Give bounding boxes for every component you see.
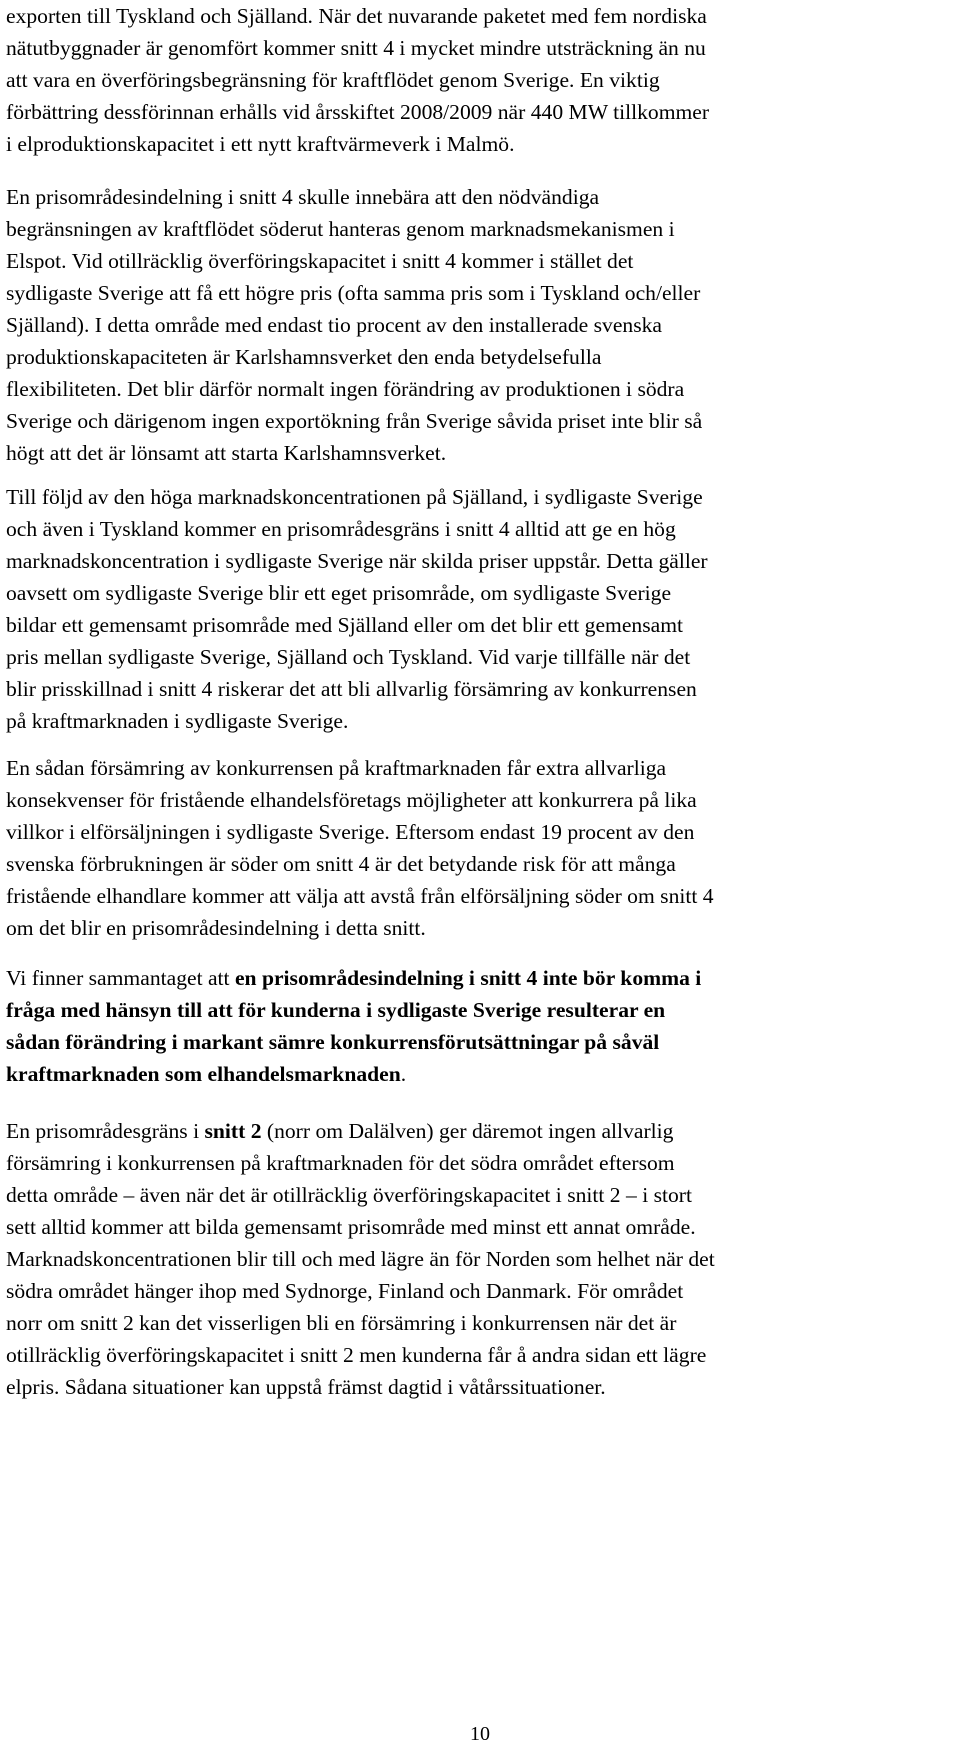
paragraph-text (6, 962, 954, 1090)
paragraph-price-area-snitt-4 (6, 181, 954, 469)
paragraph-export-context (6, 0, 954, 160)
paragraph-bold-text: snitt 2 (204, 1119, 262, 1143)
paragraph-competition-consequences (6, 752, 954, 944)
paragraph-tail-text: (norr om Dalälven) ger däremot ingen allvarlig försämring i konkurrensen på kraftmarknaden för det södra området eftersom detta område – även när det är otillräcklig överföringskapacitet i snitt 2 – i stort sett alltid kommer att bilda gemensamt prisområde med minst ett annat område. Marknadskoncentrationen blir till och med lägre än för Norden som helhet när det södra området hänger ihop med Sydnorge, Finland och Danmark. För området norr om snitt 2 kan det visserligen bli en försämring i konkurrensen när det är otillräcklig överföringskapacitet i snitt 2 men kunderna får å andra sidan ett lägre elpris. Sådana situationer kan uppstå främst dagtid i våtårssituationer. (6, 1119, 715, 1399)
paragraph-text: Till följd av den höga marknadskoncentrationen på Själland, i sydligaste Sverige och även i Tyskland kommer en prisområdesgräns i snitt 4 alltid att ge en hög marknadskoncentration i sydligaste Sverige när skilda priser uppstår. Detta gäller oavsett om sydligaste Sverige blir ett eget prisområde, om sydligaste Sverige bildar ett gemensamt prisområde med Själland eller om det blir ett gemensamt pris mellan sydligaste Sverige, Själland och Tyskland. Vid varje tillfälle när det blir prisskillnad i snitt 4 riskerar det att bli allvarlig försämring av konkurrensen på kraftmarknaden i sydligaste Sverige. (6, 485, 708, 733)
paragraph-snitt-2 (6, 1115, 954, 1403)
paragraph-tail-text: . (400, 1062, 407, 1086)
paragraph-market-concentration (6, 481, 954, 737)
paragraph-text: En sådan försämring av konkurrensen på kraftmarknaden får extra allvarliga konsekvenser för fristående elhandelsföretags möjligheter att konkurrera på lika villkor i elförsäljningen i sydligaste Sverige. Eftersom endast 19 procent av den svenska förbrukningen är söder om snitt 4 är det betydande risk för att många fristående elhandlare kommer att välja att avstå från elförsäljning söder om snitt 4 om det blir en prisområdesindelning i detta snitt. (6, 756, 714, 940)
paragraph-lead-text: En prisområdesgräns i (6, 1119, 205, 1143)
paragraph-conclusion (6, 962, 954, 1090)
paragraph-text: En prisområdesindelning i snitt 4 skulle innebära att den nödvändiga begränsningen av kraftflödet söderut hanteras genom marknadsmekanismen i Elspot. Vid otillräcklig överföringskapacitet i snitt 4 kommer i stället det sydligaste Sverige att få ett högre pris (ofta samma pris som i Tyskland och/eller Själland). I detta område med endast tio procent av den installerade svenska produktionskapaciteten är Karlshamnsverket den enda betydelsefulla flexibiliteten. Det blir därför normalt ingen förändring av produktionen i södra Sverige och därigenom ingen exportökning från Sverige såvida priset inte blir så högt att det är lönsamt att starta Karlshamnsverket. (6, 185, 703, 465)
paragraph-text: exporten till Tyskland och Själland. När det nuvarande paketet med fem nordiska nätutbyggnader är genomfört kommer snitt 4 i mycket mindre utsträckning än nu att vara en överföringsbegränsning för kraftflödet genom Sverige. En viktig förbättring dessförinnan erhålls vid årsskiftet 2008/2009 när 440 MW tillkommer i elproduktionskapacitet i ett nytt kraftvärmeverk i Malmö. (6, 4, 710, 156)
paragraph-lead-text: Vi finner sammantaget att (6, 966, 235, 990)
page-number: 10 (470, 1723, 490, 1745)
paragraph-text (6, 1115, 954, 1403)
paragraph-bold-text: en prisområdesindelning i snitt 4 inte bör komma i fråga med hänsyn till att för kunderna i sydligaste Sverige resulterar en sådan förändring i markant sämre konkurrensförutsättningar på såväl kraftmarknaden som elhandelsmarknaden (6, 966, 702, 1086)
